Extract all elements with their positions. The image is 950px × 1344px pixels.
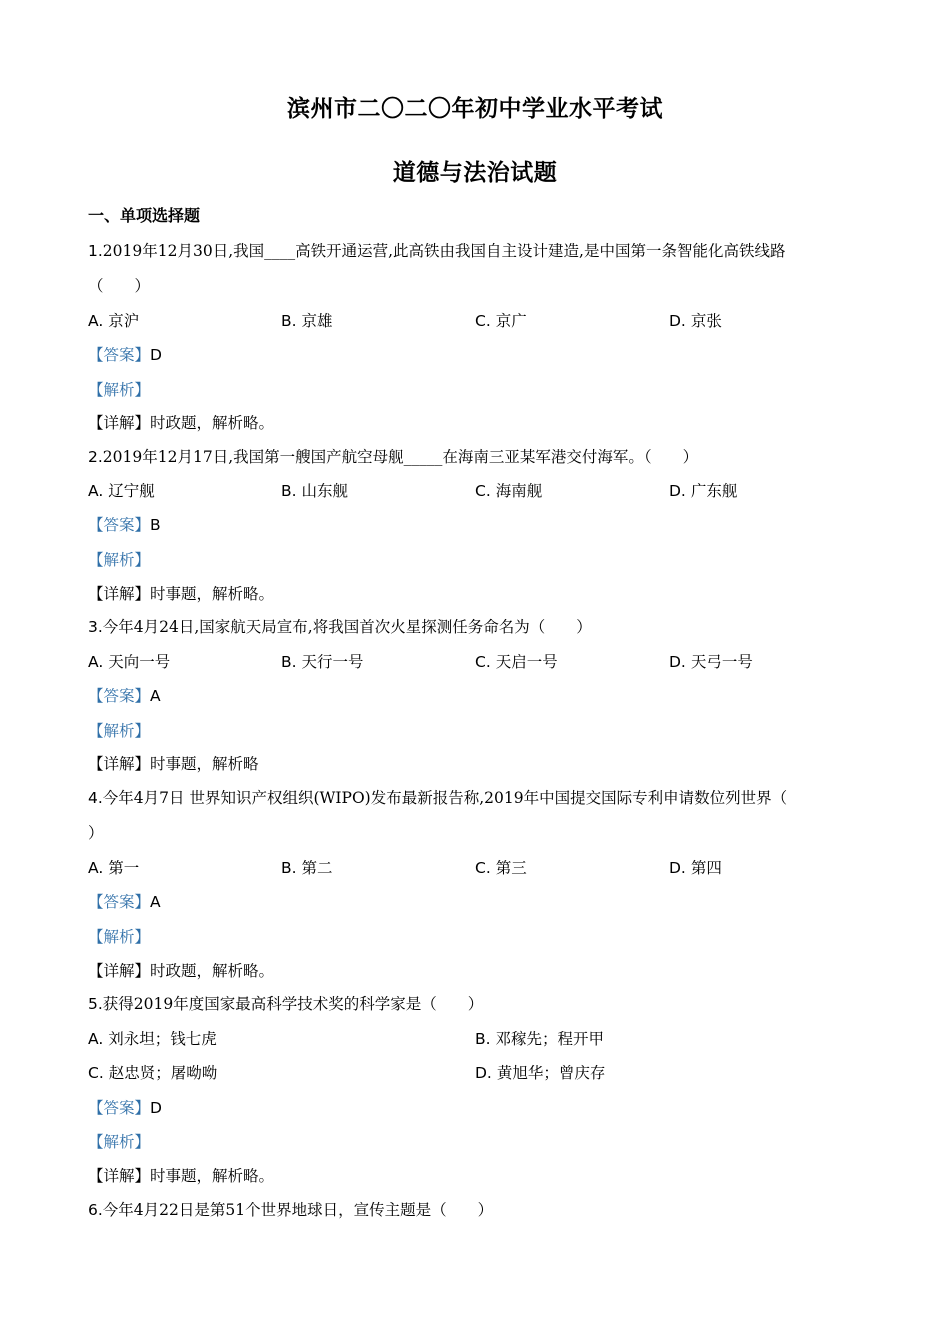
question-text: 获得2019年度国家最高科学技术奖的科学家是（ ） bbox=[102, 995, 484, 1013]
answer-line: 【答案】A bbox=[88, 893, 161, 911]
question-6 bbox=[88, 1200, 858, 1220]
option-d: D. 黄旭华；曾庆存 bbox=[475, 1064, 606, 1082]
option-c: C. 海南舰 bbox=[475, 482, 543, 500]
answer-line: 【答案】B bbox=[88, 516, 161, 534]
question-number: 6. bbox=[88, 1201, 103, 1219]
question-1-cont: （ ） bbox=[88, 277, 151, 295]
question-text: 今年4月24日,国家航天局宣布,将我国首次火星探测任务命名为（ ） bbox=[102, 618, 592, 636]
option-d: D. 第四 bbox=[669, 859, 722, 877]
option-a: A. 刘永坦；钱七虎 bbox=[88, 1030, 217, 1048]
option-d: D. 京张 bbox=[669, 312, 722, 330]
analysis-label: 【解析】 bbox=[88, 722, 151, 740]
question-4 bbox=[88, 788, 858, 808]
detail-line: 【详解】时政题，解析略。 bbox=[88, 414, 275, 432]
option-c: C. 赵忠贤；屠呦呦 bbox=[88, 1064, 218, 1082]
answer-value: B bbox=[150, 516, 161, 534]
detail-line: 【详解】时政题，解析略。 bbox=[88, 962, 275, 980]
option-a: A. 天向一号 bbox=[88, 653, 171, 671]
option-b: B. 邓稼先；程开甲 bbox=[475, 1030, 605, 1048]
option-c: C. 京广 bbox=[475, 312, 527, 330]
option-b: B. 天行一号 bbox=[281, 653, 364, 671]
option-b: B. 京雄 bbox=[281, 312, 333, 330]
analysis-label: 【解析】 bbox=[88, 551, 151, 569]
detail-line: 【详解】时事题，解析略。 bbox=[88, 1167, 275, 1185]
answer-value: D bbox=[150, 1099, 162, 1117]
question-number: 3. bbox=[88, 618, 103, 636]
option-b: B. 第二 bbox=[281, 859, 333, 877]
answer-line: 【答案】A bbox=[88, 687, 161, 705]
question-text: 今年4月7日 世界知识产权组织(WIPO)发布最新报告称,2019年中国提交国际专利申请数位列世界（ bbox=[102, 789, 788, 807]
answer-value: A bbox=[150, 893, 161, 911]
question-number: 1. bbox=[88, 242, 103, 260]
question-text: 2019年12月17日,我国第一艘国产航空母舰_____在海南三亚某军港交付海军。（ ） bbox=[102, 448, 699, 466]
option-a: A. 辽宁舰 bbox=[88, 482, 155, 500]
answer-line: 【答案】D bbox=[88, 1099, 162, 1117]
option-c: C. 天启一号 bbox=[475, 653, 558, 671]
option-d: D. 天弓一号 bbox=[669, 653, 753, 671]
answer-line: 【答案】D bbox=[88, 346, 162, 364]
question-4-cont: ） bbox=[88, 824, 104, 842]
question-5 bbox=[88, 994, 858, 1014]
question-text: 今年4月22日是第51个世界地球日，宣传主题是（ ） bbox=[102, 1201, 494, 1219]
question-text: 2019年12月30日,我国____高铁开通运营,此高铁由我国自主设计建造,是中国第一条智能化高铁线路 bbox=[102, 242, 786, 260]
section-heading: 一、单项选择题 bbox=[88, 206, 201, 225]
question-2 bbox=[88, 447, 858, 467]
option-c: C. 第三 bbox=[475, 859, 527, 877]
question-number: 2. bbox=[88, 448, 103, 466]
question-number: 5. bbox=[88, 995, 103, 1013]
answer-value: D bbox=[150, 346, 162, 364]
option-a: A. 第一 bbox=[88, 859, 140, 877]
question-3 bbox=[88, 617, 858, 637]
detail-line: 【详解】时事题，解析略 bbox=[88, 755, 259, 773]
analysis-label: 【解析】 bbox=[88, 1133, 151, 1151]
exam-title: 滨州市二〇二〇年初中学业水平考试 bbox=[287, 96, 663, 122]
analysis-label: 【解析】 bbox=[88, 928, 151, 946]
question-1 bbox=[88, 241, 858, 261]
detail-line: 【详解】时事题，解析略。 bbox=[88, 585, 275, 603]
analysis-label: 【解析】 bbox=[88, 381, 151, 399]
exam-subtitle: 道德与法治试题 bbox=[392, 160, 558, 186]
option-d: D. 广东舰 bbox=[669, 482, 738, 500]
option-a: A. 京沪 bbox=[88, 312, 140, 330]
question-number: 4. bbox=[88, 789, 103, 807]
option-b: B. 山东舰 bbox=[281, 482, 349, 500]
answer-value: A bbox=[150, 687, 161, 705]
